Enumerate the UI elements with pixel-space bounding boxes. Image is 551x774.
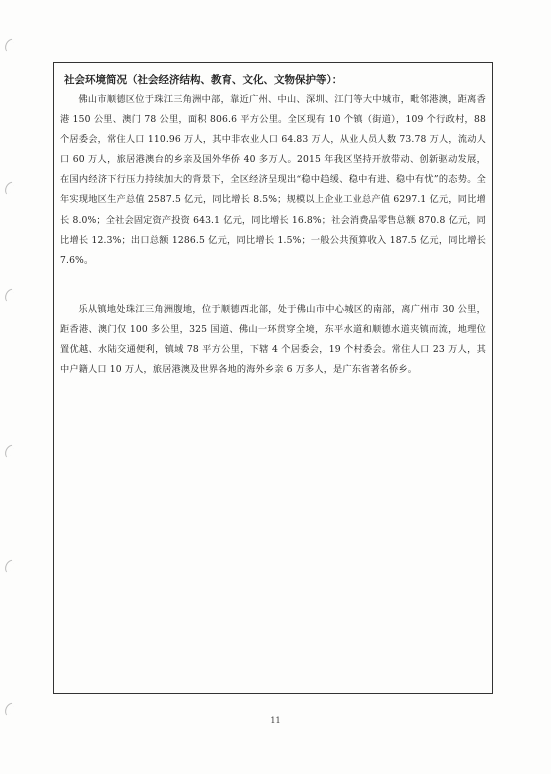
section-heading: 社会环境简况（社会经济结构、教育、文化、文物保护等）： bbox=[64, 74, 343, 86]
binder-hole-mark bbox=[3, 445, 16, 458]
binder-hole-mark bbox=[3, 289, 16, 302]
paragraph-text: 乐从镇地处珠江三角洲腹地，位于顺德西北部，处于佛山市中心城区的南部，离广州市 30 公里，距香港、澳门仅 100 多公里，325 国道、佛山一环贯穿全境，东平水道和顺德水道夹镇而流，地理位置优越、水陆交通便利，镇域 78 平方公里，下辖 4 个居委会，19 个村委会。常住人口 23 万人，其中户籍人口 10 万人，旅居港澳及世界各地的海外乡亲 6 万多人，是广东省著名侨乡。 bbox=[60, 304, 486, 376]
paragraph-text: 佛山市顺德区位于珠江三角洲中部，靠近广州、中山、深圳、江门等大中城市，毗邻港澳，距离香港 150 公里、澳门 78 公里，面积 806.6 平方公里。全区现有 10 个镇（街道），109 个行政村，88 个居委会，常住人口 110.96 万人，其中非农业人口 64.83 万人，从业人员人数 73.78 万人，流动人口 60 万人，旅居港澳台的乡亲及国外华侨 40 多万人。2015 年我区坚持开放带动、创新驱动发展，在国内经济下行压力持续加大的背景下，全区经济呈现出“稳中趋缓、稳中有进、稳中有忧”的态势。全年实现地区生产总值 2587.5 亿元，同比增长 8.5%；规模以上企业工业总产值 6297.1 亿元，同比增长 8.0%；全社会固定资产投资 643.1 亿元，同比增长 16.8%；社会消费品零售总额 870.8 亿元，同比增长 12.3%；出口总额 1286.5 亿元，同比增长 1.5%；一般公共预算收入 187.5 亿元，同比增长 7.6%。 bbox=[60, 94, 486, 266]
page-number: 11 bbox=[270, 716, 281, 725]
binder-hole-mark bbox=[3, 182, 16, 195]
binder-hole-mark bbox=[3, 560, 16, 573]
paragraph-lecong-town bbox=[60, 300, 486, 380]
binder-hole-mark bbox=[3, 703, 16, 716]
paragraph-shunde-overview bbox=[60, 90, 486, 271]
binder-hole-mark bbox=[3, 39, 16, 52]
